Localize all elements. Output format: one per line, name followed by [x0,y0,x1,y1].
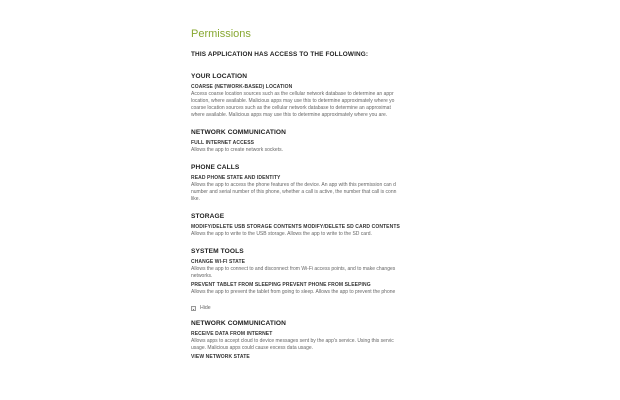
permission-section [191,247,620,296]
description-line: Allows the app to create network sockets. [191,147,283,153]
permission-name: COARSE (NETWORK-BASED) LOCATION [191,84,293,90]
permission-section [191,319,620,361]
permission-description [191,266,620,280]
description-line: location, where available. Malicious apps may use this to determine approximately where yo [191,98,395,104]
permission-item [191,282,620,296]
permission-name: MODIFY/DELETE USB STORAGE CONTENTS MODIFY/DELETE SD CARD CONTENTS [191,224,400,230]
permission-item [191,224,620,238]
description-line: Allows the app to connect to and disconnect from Wi-Fi access points, and to make changes [191,266,396,272]
permission-item [191,140,620,154]
permission-description [191,338,620,352]
description-line: usage. Malicious apps could cause excess data usage. [191,345,314,351]
permission-name: CHANGE WI-FI STATE [191,259,246,265]
page-title: Permissions [191,28,251,40]
permission-name: PREVENT TABLET FROM SLEEPING PREVENT PHONE FROM SLEEPING [191,282,371,288]
description-line: Allows apps to accept cloud to device messages sent by the app's service. Using this servic [191,338,394,344]
permission-sections [191,72,620,296]
permission-item [191,84,620,119]
description-line: networks. [191,273,213,279]
permission-description [191,231,620,238]
hide-label[interactable]: Hide [200,305,211,311]
permission-item [191,354,620,361]
permission-section [191,72,620,119]
permission-description [191,182,620,203]
additional-permission-sections [191,319,620,361]
description-line: where available. Malicious apps may use this to determine approximately where you are. [191,112,388,118]
permission-item [191,175,620,203]
permission-description [191,91,620,119]
permission-section [191,212,620,238]
permissions-intro: THIS APPLICATION HAS ACCESS TO THE FOLLOWING: [191,51,369,58]
section-title: NETWORK COMMUNICATION [191,129,287,136]
permission-description [191,289,620,296]
collapse-icon[interactable] [191,306,196,311]
permission-section [191,128,620,154]
section-title: YOUR LOCATION [191,73,248,80]
description-line: Allows the app to prevent the tablet from going to sleep. Allows the app to prevent the phone [191,289,396,295]
description-line: Allows the app to write to the USB storage. Allows the app to write to the SD card. [191,231,372,237]
permission-name: READ PHONE STATE AND IDENTITY [191,175,281,181]
permission-item [191,259,620,280]
permission-description [191,147,620,154]
description-line: like. [191,196,200,202]
permission-item [191,331,620,352]
section-title: SYSTEM TOOLS [191,248,244,255]
section-title: PHONE CALLS [191,164,240,171]
hide-toggle[interactable] [191,305,620,312]
permission-name: RECEIVE DATA FROM INTERNET [191,331,273,337]
description-line: Access coarse location sources such as the cellular network database to determine an appr [191,91,394,97]
description-line: number and serial number of this phone, whether a call is active, the number that call is conn [191,189,397,195]
permission-name: VIEW NETWORK STATE [191,354,250,360]
section-title: NETWORK COMMUNICATION [191,320,287,327]
permission-section [191,163,620,203]
description-line: Allows the app to access the phone features of the device. An app with this permission can d [191,182,396,188]
permission-name: FULL INTERNET ACCESS [191,140,255,146]
description-line: coarse location sources such as the cellular network database to determine an approximat [191,105,391,111]
permissions-panel [191,27,620,370]
section-title: STORAGE [191,213,225,220]
